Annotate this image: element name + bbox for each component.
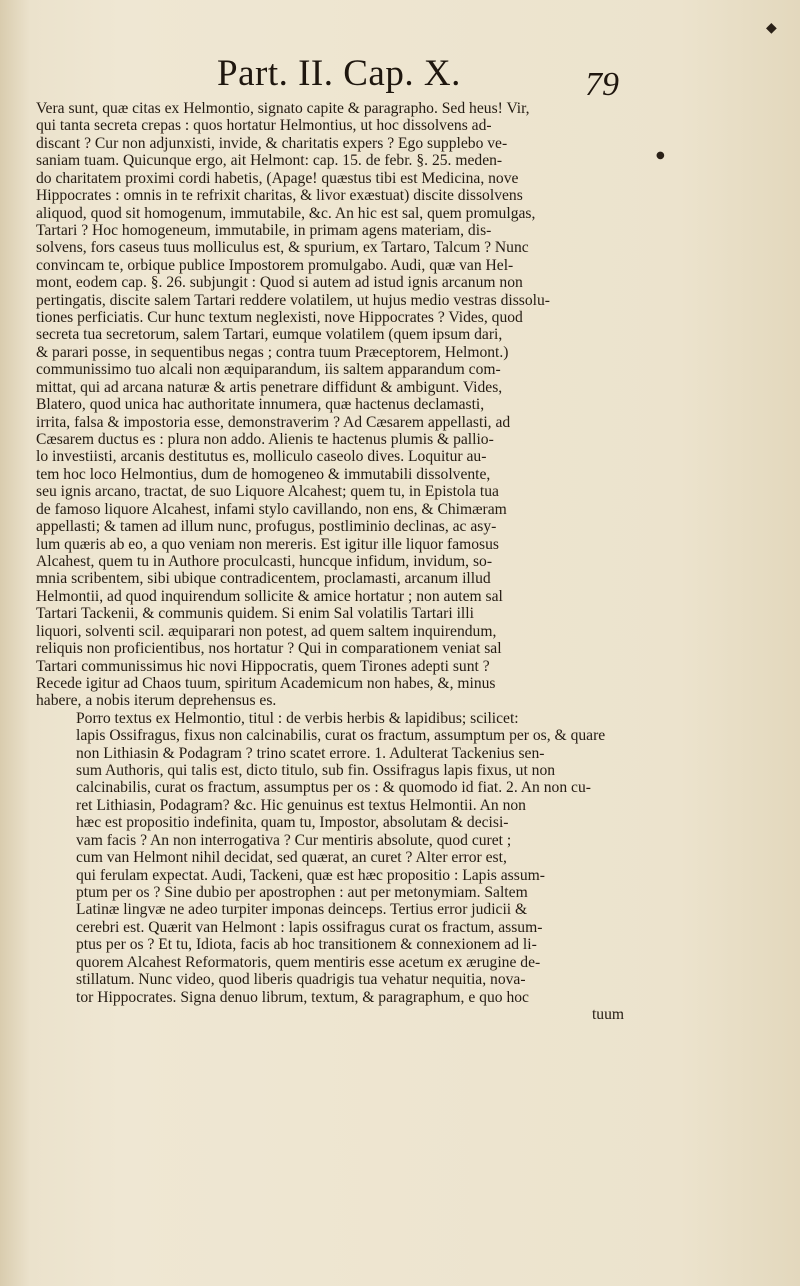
text-line: quorem Alcahest Reformatoris, quem mentiris esse acetum ex ærugine de- <box>76 953 541 971</box>
text-line: mnia scribentem, sibi ubique contradicentem, proclamasti, arcanum illud <box>36 570 491 588</box>
text-line: tiones perficiatis. Cur hunc textum neglexisti, nove Hippocrates ? Vides, quod <box>36 309 523 327</box>
text-line: ptum per os ? Sine dubio per apostrophen : aut per metonymiam. Saltem <box>76 883 528 901</box>
text-line: vam facis ? An non interrogativa ? Cur mentiris absolute, quod curet ; <box>76 831 512 849</box>
text-line: convincam te, orbique publice Impostorem promulgabo. Audi, quæ van Hel- <box>36 256 514 274</box>
text-line: Tartari communissimus hic novi Hippocratis, quem Tirones adepti sunt ? <box>36 657 490 675</box>
text-line: cum van Helmont nihil decidat, sed quærat, an curet ? Alter error est, <box>76 849 507 867</box>
text-line: Porro textus ex Helmontio, titul : de verbis herbis & lapidibus; scilicet: <box>76 709 519 727</box>
text-line: Blatero, quod unica hac authoritate innumera, quæ hactenus declamasti, <box>36 396 485 414</box>
text-line: Helmontii, ad quod inquirendum sollicite & amice hortatur ; non autem sal <box>36 587 503 605</box>
text-line: lo investiisti, arcanis destitutus es, molliculo caseolo dives. Loquitur au- <box>36 448 487 466</box>
text-line: aliquod, quod sit homogenum, immutabile, &c. An hic est sal, quem promulgas, <box>36 204 536 222</box>
text-line: qui ferulam expectat. Audi, Tackeni, quæ est hæc propositio : Lapis assum- <box>76 866 545 884</box>
text-line: Cæsarem ductus es : plura non addo. Alienis te hactenus plumis & pallio- <box>36 431 494 449</box>
text-line: pertingatis, discite salem Tartari reddere volatilem, ut hujus medio vestras dissolu- <box>36 291 550 309</box>
text-line: & parari posse, in sequentibus negas ; contra tuum Præceptorem, Helmont.) <box>36 343 509 361</box>
text-line: discant ? Cur non adjunxisti, invide, & charitatis expers ? Ego supplebo ve- <box>36 134 508 152</box>
text-line: Recede igitur ad Chaos tuum, spiritum Academicum non habes, &, minus <box>36 674 496 692</box>
text-line: mittat, qui ad arcana naturæ & artis penetrare diffidunt & ambigunt. Vides, <box>36 378 503 396</box>
running-title: Part. II. Cap. X. <box>217 53 461 94</box>
text-line: ptus per os ? Et tu, Idiota, facis ab hoc transitionem & connexionem ad li- <box>76 936 537 954</box>
text-line: irrita, falsa & impostoria esse, demonstraverim ? Ad Cæsarem appellasti, ad <box>36 413 511 431</box>
text-line: communissimo tuo alcali non æquiparandum, iis saltem apparandum com- <box>36 361 501 379</box>
text-line: lapis Ossifragus, fixus non calcinabilis, curat os fractum, assumptum per os, & quare <box>76 727 606 745</box>
text-line: reliquis non proficientibus, nos hortatur ? Qui in comparationem veniat sal <box>36 640 502 658</box>
text-line: Alcahest, quem tu in Authore proculcasti, huncque infidum, invidum, so- <box>36 552 493 570</box>
text-line: secreta tua secretorum, salem Tartari, eumque volatilem (quem ipsum dari, <box>36 326 503 344</box>
text-line: Hippocrates : omnis in te refrixit charitas, & livor exæstuat) discite dissolvens <box>36 187 523 205</box>
text-line: Latinæ lingvæ ne adeo turpiter imponas deinceps. Tertius error judicii & <box>76 901 528 919</box>
text-line: liquori, solventi scil. æquiparari non potest, ad quem saltem inquirendum, <box>36 622 497 640</box>
text-line: solvens, fors caseus tuus molliculus est, & spurium, ex Tartaro, Talcum ? Nunc <box>36 239 529 257</box>
text-line: lum quæris ab eo, a quo veniam non mereris. Est igitur ille liquor famosus <box>36 535 499 553</box>
corner-mark: ◆ <box>766 20 777 36</box>
text-line: Tartari Tackenii, & communis quidem. Si enim Sal volatilis Tartari illi <box>36 605 474 623</box>
paragraph-1 <box>36 100 628 710</box>
text-line: seu ignis arcano, tractat, de suo Liquore Alcahest; quem tu, in Epistola tua <box>36 483 499 501</box>
text-line: stillatum. Nunc video, quod liberis quadrigis tua vehatur nequitia, nova- <box>76 971 526 989</box>
text-line: tem hoc loco Helmontius, dum de homogeneo & immutabili dissolvente, <box>36 465 491 483</box>
text-line: appellasti; & tamen ad illum nunc, profugus, postliminio declinas, ac asy- <box>36 518 497 536</box>
catchword: tuum <box>591 1005 624 1023</box>
text-line: calcinabilis, curat os fractum, assumptus per os : & quomodo id fiat. 2. An non cu- <box>76 779 591 797</box>
page-number: 79 <box>585 66 619 103</box>
margin-dot: ● <box>656 150 665 161</box>
text-line: non Lithiasin & Podagram ? trino scatet errore. 1. Adulterat Tackenius sen- <box>76 744 545 762</box>
text-line: mont, eodem cap. §. 26. subjungit : Quod si autem ad istud ignis arcanum non <box>36 274 523 292</box>
text-line: cerebri est. Quærit van Helmont : lapis ossifragus curat os fractum, assum- <box>76 918 543 936</box>
text-line: do charitatem proximi cordi habetis, (Apage! quæstus tibi est Medicina, nove <box>36 169 519 187</box>
text-line: sum Authoris, qui talis est, dicto titulo, sub fin. Ossifragus lapis fixus, ut non <box>76 762 556 780</box>
text-line: de famoso liquore Alcahest, infami stylo cavillando, non ens, & Chimæram <box>36 500 507 518</box>
paragraph-2 <box>36 710 628 1006</box>
text-line: Vera sunt, quæ citas ex Helmontio, signato capite & paragrapho. Sed heus! Vir, <box>36 100 530 117</box>
text-line: Tartari ? Hoc homogeneum, immutabile, in primam agens materiam, dis- <box>36 221 492 239</box>
text-line: tor Hippocrates. Signa denuo librum, textum, & paragraphum, e quo hoc <box>76 988 529 1006</box>
text-line: hæc est propositio indefinita, quam tu, Impostor, absolutam & decisi- <box>76 814 509 832</box>
text-line: saniam tuam. Quicunque ergo, ait Helmont: cap. 15. de febr. §. 25. meden- <box>36 152 503 170</box>
page-header <box>0 52 800 102</box>
text-line: habere, a nobis iterum deprehensus es. <box>36 692 277 710</box>
text-line: qui tanta secreta crepas : quos hortatur Helmontius, ut hoc dissolvens ad- <box>36 117 492 135</box>
body-text <box>36 100 628 1023</box>
text-line: ret Lithiasin, Podagram? &c. Hic genuinus est textus Helmontii. An non <box>76 796 526 814</box>
